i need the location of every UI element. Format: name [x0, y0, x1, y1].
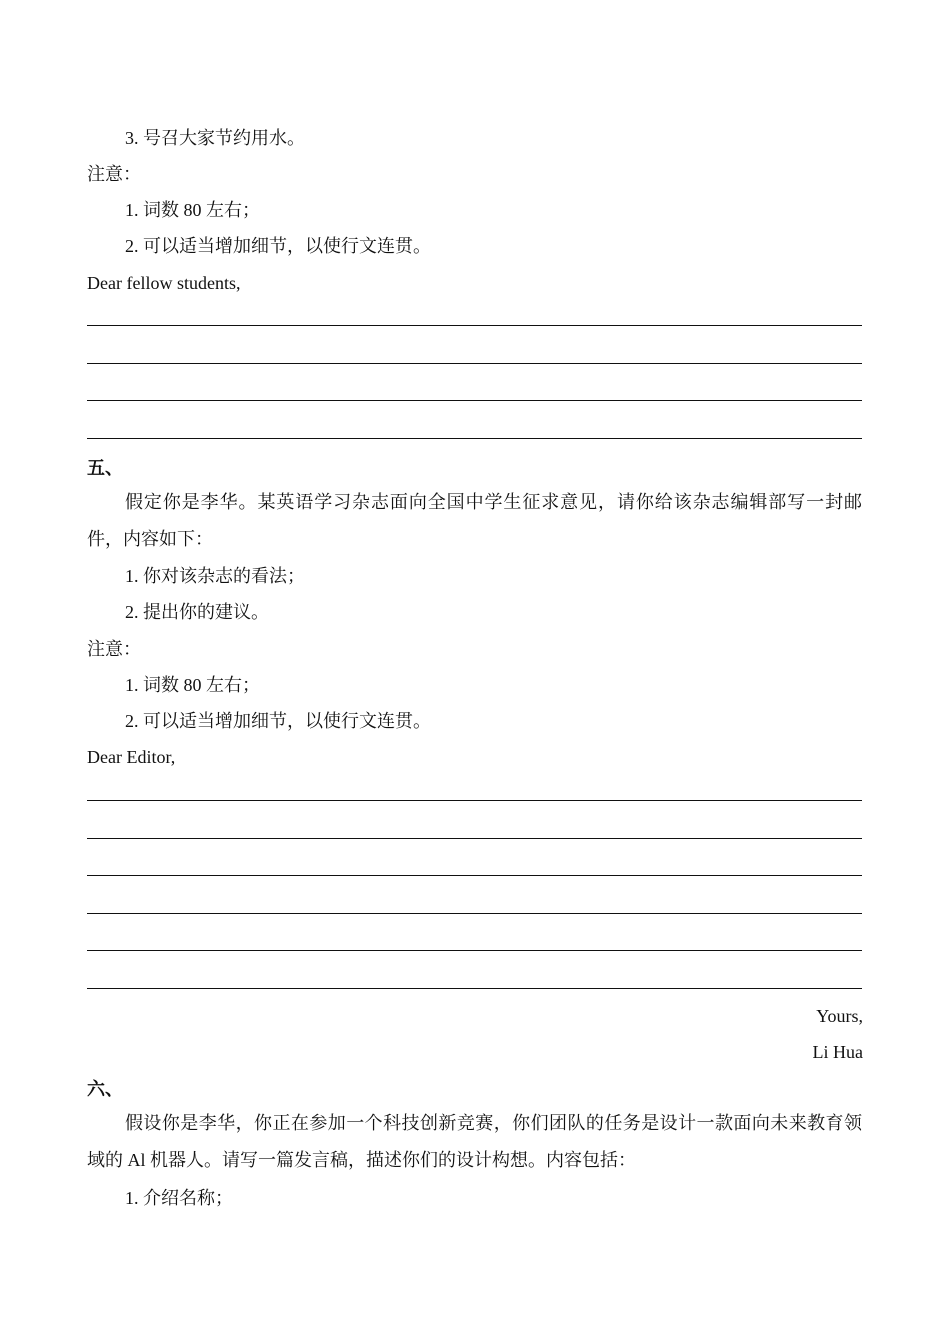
- section5-heading: 五、: [87, 458, 123, 478]
- section6-heading: 六、: [87, 1079, 123, 1099]
- answer-line[interactable]: [87, 913, 862, 914]
- section6-point-1: 1. 介绍名称；: [125, 1188, 233, 1208]
- section5-closing: Yours,: [816, 1006, 863, 1026]
- answer-line[interactable]: [87, 950, 862, 951]
- answer-line[interactable]: [87, 400, 862, 401]
- section4-note-1: 1. 词数 80 左右；: [125, 200, 260, 220]
- answer-line[interactable]: [87, 838, 862, 839]
- section4-note-label: 注意：: [87, 164, 141, 184]
- answer-line[interactable]: [87, 438, 862, 439]
- answer-line[interactable]: [87, 875, 862, 876]
- answer-line[interactable]: [87, 325, 862, 326]
- section5-point-1: 1. 你对该杂志的看法；: [125, 566, 305, 586]
- section5-signature: Li Hua: [812, 1042, 863, 1062]
- section5-note-label: 注意：: [87, 639, 141, 659]
- section5-note-1: 1. 词数 80 左右；: [125, 675, 260, 695]
- answer-line[interactable]: [87, 988, 862, 989]
- answer-line[interactable]: [87, 363, 862, 364]
- section4-salutation: Dear fellow students,: [87, 273, 241, 293]
- answer-line[interactable]: [87, 800, 862, 801]
- section6-prompt: 假设你是李华，你正在参加一个科技创新竞赛，你们团队的任务是设计一款面向未来教育领域的 Al 机器人。请写一篇发言稿，描述你们的设计构想。内容包括：: [87, 1113, 862, 1170]
- section4-point-3: 3. 号召大家节约用水。: [125, 128, 305, 148]
- section5-point-2: 2. 提出你的建议。: [125, 602, 269, 622]
- section5-salutation: Dear Editor,: [87, 747, 176, 767]
- section5-prompt: 假定你是李华。某英语学习杂志面向全国中学生征求意见，请你给该杂志编辑部写一封邮件，内容如下：: [87, 492, 862, 549]
- section4-note-2: 2. 可以适当增加细节，以使行文连贯。: [125, 236, 431, 256]
- section5-note-2: 2. 可以适当增加细节，以使行文连贯。: [125, 711, 431, 731]
